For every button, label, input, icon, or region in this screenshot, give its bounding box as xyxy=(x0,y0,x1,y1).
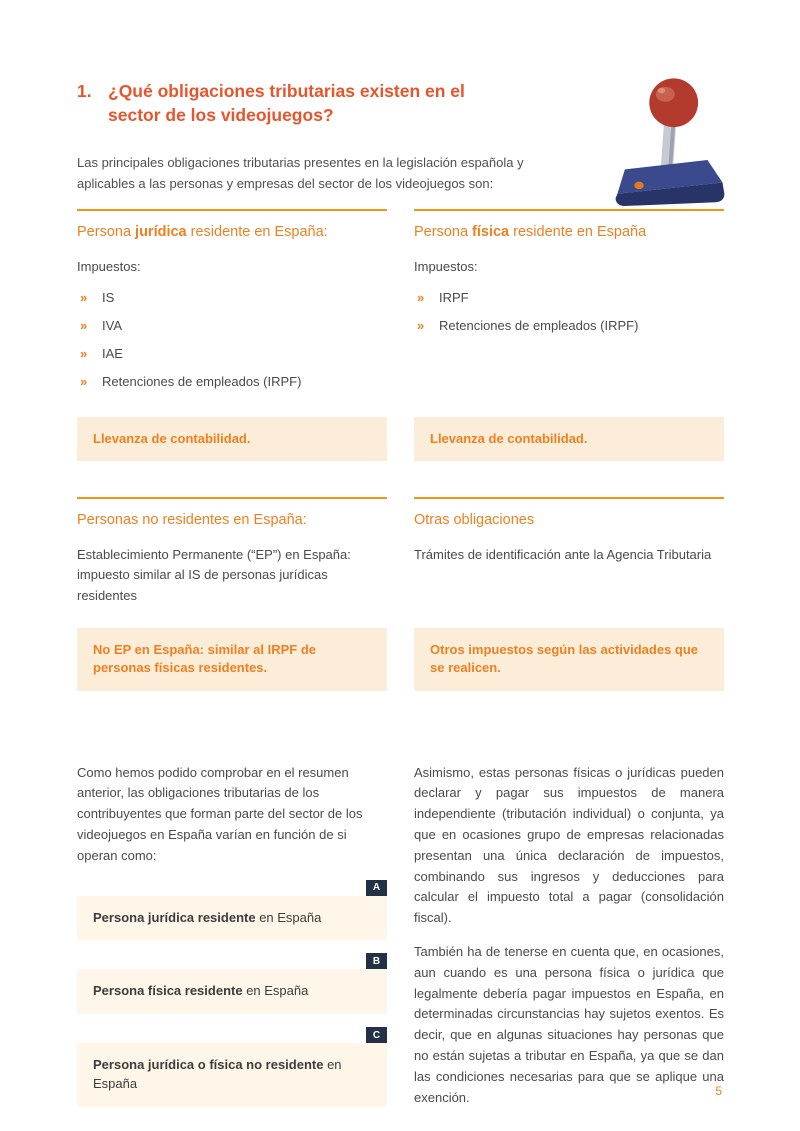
badge-row xyxy=(77,1027,387,1043)
section-title: Persona jurídica residente en España: xyxy=(77,223,328,240)
page-number: 5 xyxy=(715,1084,722,1098)
badge-row xyxy=(77,880,387,896)
list-item: » IS xyxy=(77,283,387,311)
bottom-section xyxy=(77,763,724,1109)
option-c-badge: C xyxy=(366,1027,387,1043)
badge-row xyxy=(77,953,387,969)
page-title-text: ¿Qué obligaciones tributarias existen en el sector de los videojuegos? xyxy=(108,81,465,125)
bullet-icon: » xyxy=(417,289,425,305)
tax-list xyxy=(77,283,387,395)
bullet-icon: » xyxy=(80,345,88,361)
highlight-box: Llevanza de contabilidad. xyxy=(414,417,724,461)
section-content xyxy=(77,242,387,395)
list-item: » Retenciones de empleados (IRPF) xyxy=(77,367,387,395)
list-item: » IRPF xyxy=(414,283,724,311)
section-no-residentes xyxy=(77,497,387,690)
body-paragraph: También ha de tenerse en cuenta que, en ocasiones, aun cuando es una persona física o jurídica que legalmente debería pagar impuestos en España, en determinadas circunstancias hay sujetos exentos. Es decir, que en algunas situaciones hay personas que no están sujetas a tributar en España, ya que se dan las condiciones necesarias para que se aplique una exención. xyxy=(414,943,724,1105)
tax-list xyxy=(414,283,724,339)
option-box: Persona jurídica residente en España xyxy=(77,896,387,941)
section-number: 1. xyxy=(77,81,92,101)
list-item: » IVA xyxy=(77,311,387,339)
taxes-label: Impuestos: xyxy=(414,259,478,275)
joystick-icon xyxy=(608,72,730,218)
summary-grid xyxy=(77,209,724,691)
section-content xyxy=(414,242,724,395)
section-content xyxy=(77,531,387,607)
body-paragraph: Asimismo, estas personas físicas o jurídicas pueden declarar y pagar sus impuestos de manera independiente (tributación individual) o conjunta, ya que en ocasiones grupo de empresas relacionadas presentan una única declaración de impuestos, combinando sus ingresos y deducciones para calcular el impuesto total a pagar (consolidación fiscal). xyxy=(414,764,724,926)
section-title: Persona física residente en España xyxy=(414,223,647,240)
section-content xyxy=(414,531,724,607)
highlight-box: No EP en España: similar al IRPF de personas físicas residentes. xyxy=(77,628,387,690)
bullet-icon: » xyxy=(417,317,425,333)
option-b-badge: B xyxy=(366,953,387,969)
section-persona-fisica-residente xyxy=(414,209,724,461)
section-persona-juridica-residente xyxy=(77,209,387,461)
option-b xyxy=(77,953,387,1014)
bottom-right-column xyxy=(414,763,724,1109)
option-c xyxy=(77,1027,387,1107)
bullet-icon: » xyxy=(80,289,88,305)
list-item: » Retenciones de empleados (IRPF) xyxy=(414,311,724,339)
section-title: Otras obligaciones xyxy=(414,512,535,529)
intro-paragraph: Las principales obligaciones tributarias presentes en la legislación española y aplicables a las personas y empresas del sector de los videojuegos son: xyxy=(77,155,524,192)
page-title xyxy=(77,80,547,127)
section-body-text: Establecimiento Permanente (“EP”) en España: impuesto similar al IS de personas jurídicas residentes xyxy=(77,546,351,603)
section-otras-obligaciones xyxy=(414,497,724,690)
option-box: Persona física residente en España xyxy=(77,969,387,1014)
option-a xyxy=(77,880,387,941)
highlight-box: Otros impuestos según las actividades que se realicen. xyxy=(414,628,724,690)
bullet-icon: » xyxy=(80,373,88,389)
bottom-intro-paragraph: Como hemos podido comprobar en el resumen anterior, las obligaciones tributarias de los contribuyentes que forman parte del sector de los videojuegos en España varían en función de si operan como: xyxy=(77,764,363,863)
section-title: Personas no residentes en España: xyxy=(77,512,307,529)
option-box: Persona jurídica o física no residente en España xyxy=(77,1043,387,1107)
bottom-left-column xyxy=(77,763,387,1109)
bullet-icon: » xyxy=(80,317,88,333)
list-item: » IAE xyxy=(77,339,387,367)
highlight-box: Llevanza de contabilidad. xyxy=(77,417,387,461)
option-a-badge: A xyxy=(366,880,387,896)
taxes-label: Impuestos: xyxy=(77,259,141,275)
section-body-text: Trámites de identificación ante la Agencia Tributaria xyxy=(414,546,712,562)
